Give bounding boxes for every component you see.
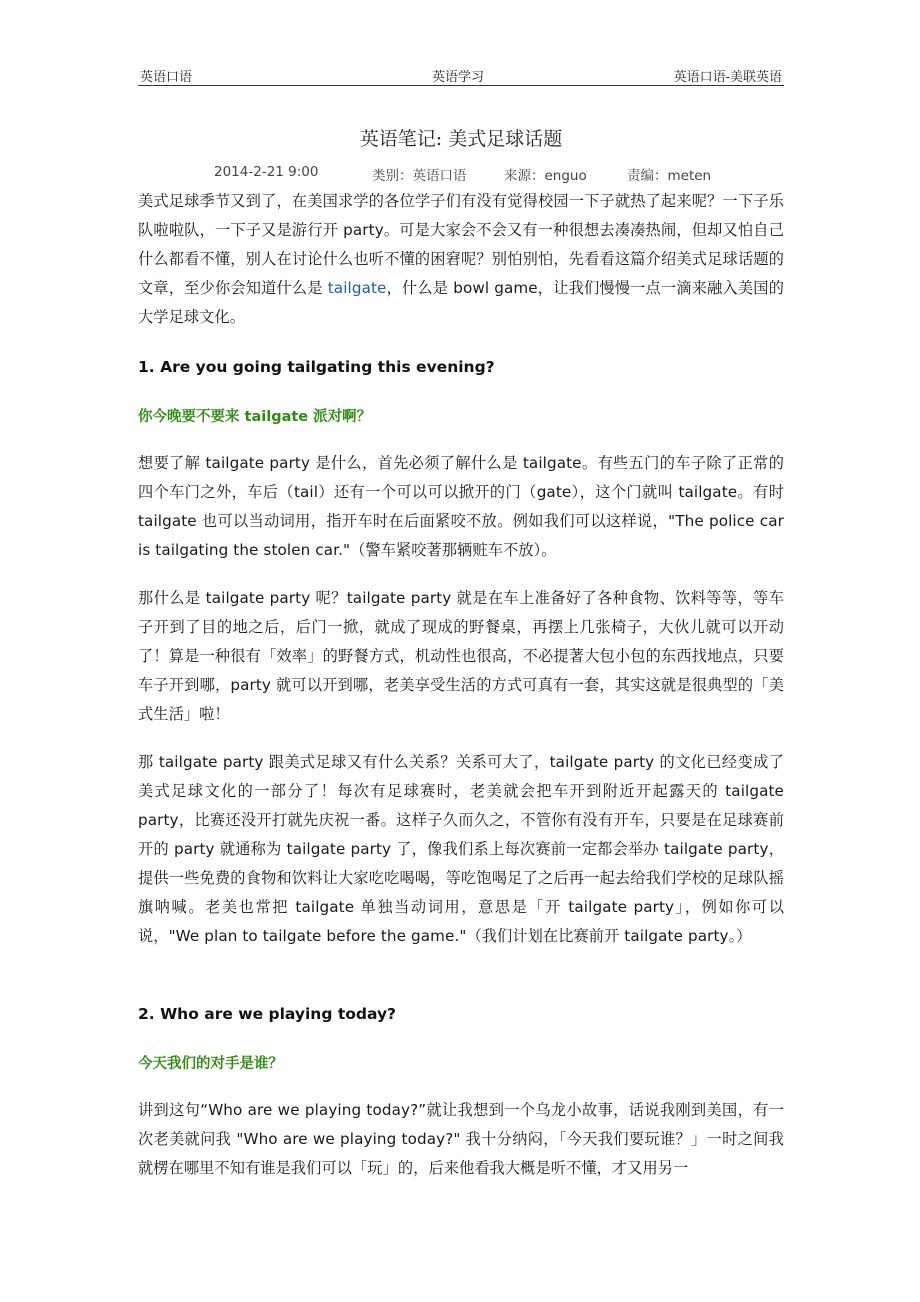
header-left: 英语口语 — [140, 70, 193, 85]
intro-paragraph — [138, 187, 784, 332]
section-1-subheading: 你今晚要不要来 tailgate 派对啊？ — [138, 409, 372, 425]
section-1-paragraph-3: 那 tailgate party 跟美式足球又有什么关系？关系可大了，tailgate party 的文化已经变成了美式足球文化的一部分了！每次有足球赛时，老美就会把车开到附近开起露天的 tailgate party，比赛还没开打就先庆祝一番。这样子久而久之，不管你有没有开车，只要是在足球赛前开的 party 就通称为 tailgate party 了，像我们系上每次赛前一定都会举办 tailgate party，提供一些免费的食物和饮料让大家吃吃喝喝，等吃饱喝足了之后再一起去给我们学校的足球队摇旗呐喊。老美也常把 tailgate 单独当动词用，意思是「开 tailgate party」，例如你可以说，"We plan to tailgate before the game."（我们计划在比赛前开 tailgate party。） — [138, 753, 784, 945]
header-center: 英语学习 — [432, 70, 485, 85]
section-2-subheading: 今天我们的对手是谁？ — [138, 1056, 283, 1072]
meta-source: 来源：enguo — [504, 168, 587, 184]
header-divider — [138, 85, 784, 86]
section-1-heading: 1. Are you going tailgating this evening? — [138, 358, 495, 376]
intro-text-1: 美式足球季节又到了，在美国求学的各位学子们有没有觉得校园一下子就热了起来呢？一下子乐队啦啦队，一下子又是游行开 party。可是大家会不会又有一种很想去凑凑热闹，但却又怕自己什么都看不懂，别人在讨论什么也听不懂的困窘呢？别怕别怕，先看看这篇介绍美式足球话题的文章，至少你会知道什么是 — [138, 192, 784, 297]
tailgate-link[interactable]: tailgate — [327, 279, 387, 297]
page-header — [138, 66, 784, 86]
section-2-paragraph-1: 讲到这句“Who are we playing today?”就让我想到一个乌龙小故事，话说我刚到美国，有一次老美就问我 "Who are we playing today?" 我十分纳闷，「今天我们要玩谁？」一时之间我就楞在哪里不知有谁是我们可以「玩」的，后来他看我大概是听不懂，才又用另一 — [138, 1101, 784, 1177]
section-1-paragraph-2: 那什么是 tailgate party 呢？tailgate party 就是在车上准备好了各种食物、饮料等等，等车子开到了目的地之后，后门一掀，就成了现成的野餐桌，再摆上几张椅子，大伙儿就可以开动了！算是一种很有「效率」的野餐方式，机动性也很高，不必提著大包小包的东西找地点，只要车子开到哪，party 就可以开到哪，老美享受生活的方式可真有一套，其实这就是很典型的「美式生活」啦！ — [138, 589, 784, 723]
meta-category: 类别：英语口语 — [372, 168, 467, 184]
meta-date: 2014-2-21 9:00 — [214, 164, 319, 180]
intro-text-2: ，什么是 bowl game，让我们慢慢一点一滴来融入美国的大学足球文化。 — [138, 279, 784, 326]
section-1-paragraph-1: 想要了解 tailgate party 是什么，首先必须了解什么是 tailgate。有些五门的车子除了正常的四个车门之外，车后（tail）还有一个可以可以掀开的门（gate），这个门就叫 tailgate。有时 tailgate 也可以当动词用，指开车时在后面紧咬不放。例如我们可以这样说，"The police car is tailgating the stolen car."（警车紧咬著那辆赃车不放）。 — [138, 454, 784, 559]
meta-editor: 责编：meten — [627, 168, 712, 184]
section-2-heading: 2. Who are we playing today? — [138, 1005, 397, 1023]
header-right: 英语口语-美联英语 — [673, 70, 782, 85]
article-title: 英语笔记: 美式足球话题 — [359, 128, 563, 150]
